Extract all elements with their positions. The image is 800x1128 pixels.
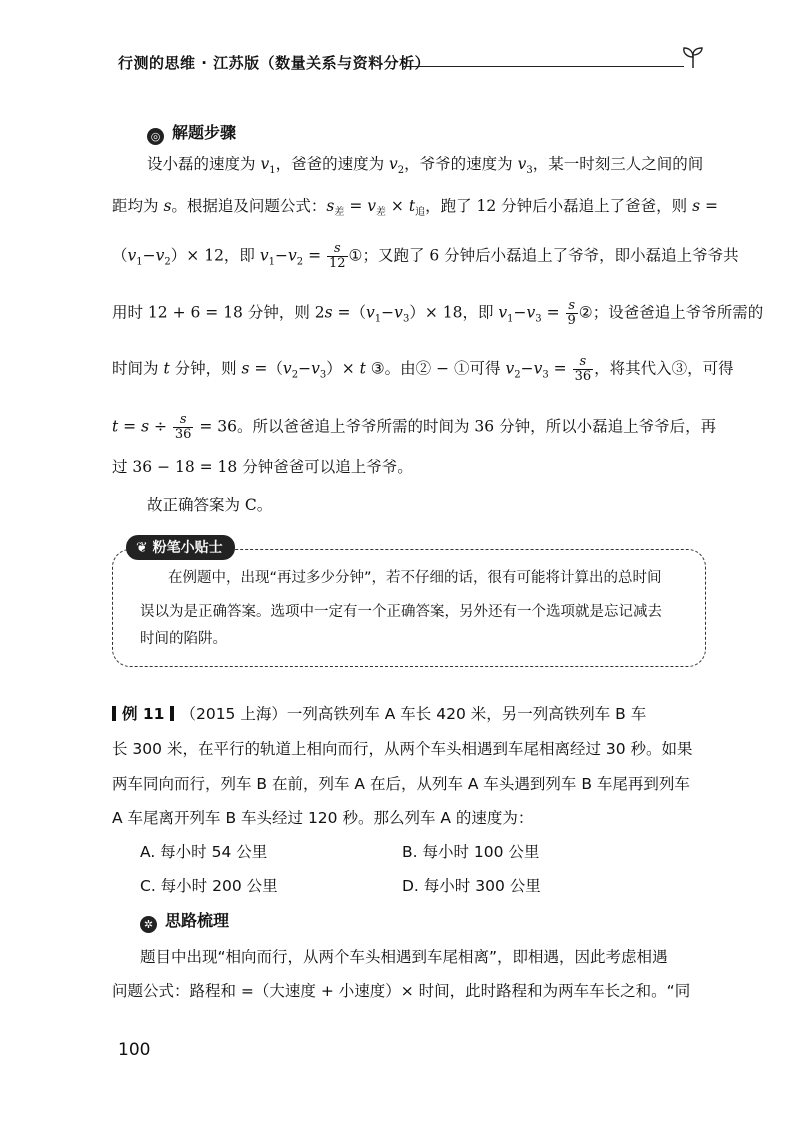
tip-label-text: 粉笔小贴士 (152, 540, 223, 556)
tip-line: 时间的陷阱。 (140, 631, 227, 647)
solution-line-7: 过 36 − 18 = 18 分钟爸爸可以追上爷爷。 (112, 458, 413, 476)
gear-icon: ✲ (140, 916, 157, 933)
page-number: 100 (118, 1040, 151, 1060)
target-icon: ◎ (147, 128, 164, 145)
solution-line-3: $(v_1-v_2)\times 12$，即 $v_1-v_2$ = $\frac{s}{12}$ ①；又跑了 6 分钟后小磊追上了爷爷，即小磊追上爷爷共 (112, 241, 739, 271)
sprout-icon (680, 44, 706, 70)
example-line-1 (112, 702, 646, 726)
example-line: 两车同向而行，列车 B 在前，列车 A 在后，从列车 A 车头遇到列车 B 车尾再到列车 (112, 775, 690, 793)
header-rule (402, 66, 684, 67)
analysis-line: 题目中出现“相向而行，从两个车头相遇到车尾相离”，即相遇，因此考虑相遇 (140, 948, 668, 966)
solution-line-2: 距均为 s。根据追及问题公式：$s_差 = v_差 \times t_追$，跑了 12 分钟后小磊追上了爸爸，则 s = (112, 197, 718, 219)
option-b: B. 每小时 100 公里 (402, 843, 540, 861)
solution-line-1: 设小磊的速度为 $v_1$，爸爸的速度为 $v_2$，爷爷的速度为 $v_3$，某一时刻三人之间的间 (147, 155, 704, 177)
example-marker (112, 706, 116, 721)
example-text: （2015 上海）一列高铁列车 A 车长 420 米，另一列高铁列车 B 车 (180, 705, 647, 723)
example-label: 例 11 (122, 705, 165, 723)
example-marker (170, 706, 174, 721)
solution-heading-text: 解题步骤 (172, 123, 237, 142)
tip-line: 在例题中，出现“再过多少分钟”，若不仔细的话，很有可能将计算出的总时间 (168, 570, 662, 586)
solution-line-5: 时间为 t 分钟，则 $s =(v_2-v_3)\times t$ ③。由② − ①可得 $v_2-v_3$ = $\frac{s}{36}$ ，将其代入③，可得 (112, 354, 734, 384)
example-line: A 车尾离开列车 B 车头经过 120 秒。那么列车 A 的速度为： (112, 809, 534, 827)
example-line: 长 300 米，在平行的轨道上相向而行，从两个车头相遇到车尾相离经过 30 秒。如果 (112, 740, 693, 758)
running-header: 行测的思维 · 江苏版（数量关系与资料分析） (118, 54, 431, 72)
answer-line: 故正确答案为 C。 (147, 496, 273, 514)
option-d: D. 每小时 300 公里 (402, 877, 541, 895)
analysis-heading (140, 908, 229, 933)
sprout-icon: ❦ (136, 540, 153, 556)
solution-line-4: 用时 12 + 6 = 18 分钟，则 $2s =(v_1-v_3)\times 18$，即 $v_1-v_3$ = $\frac{s}{9}$ ②；设爸爸追上爷爷所需的 (112, 298, 764, 328)
option-a: A. 每小时 54 公里 (140, 843, 268, 861)
tip-line: 误以为是正确答案。选项中一定有一个正确答案，另外还有一个选项就是忘记减去 (140, 604, 662, 620)
option-c: C. 每小时 200 公里 (140, 877, 278, 895)
analysis-heading-text: 思路梳理 (165, 911, 230, 930)
solution-line-6: t = s ÷ $\frac{s}{36}$ = 36。所以爸爸追上爷爷所需的时间为 36 分钟，所以小磊追上爷爷后，再 (112, 412, 717, 442)
tip-label (126, 535, 235, 560)
solution-heading (147, 120, 236, 145)
analysis-line: 问题公式：路程和 =（大速度 + 小速度）× 时间，此时路程和为两车车长之和。“同 (112, 982, 691, 1000)
